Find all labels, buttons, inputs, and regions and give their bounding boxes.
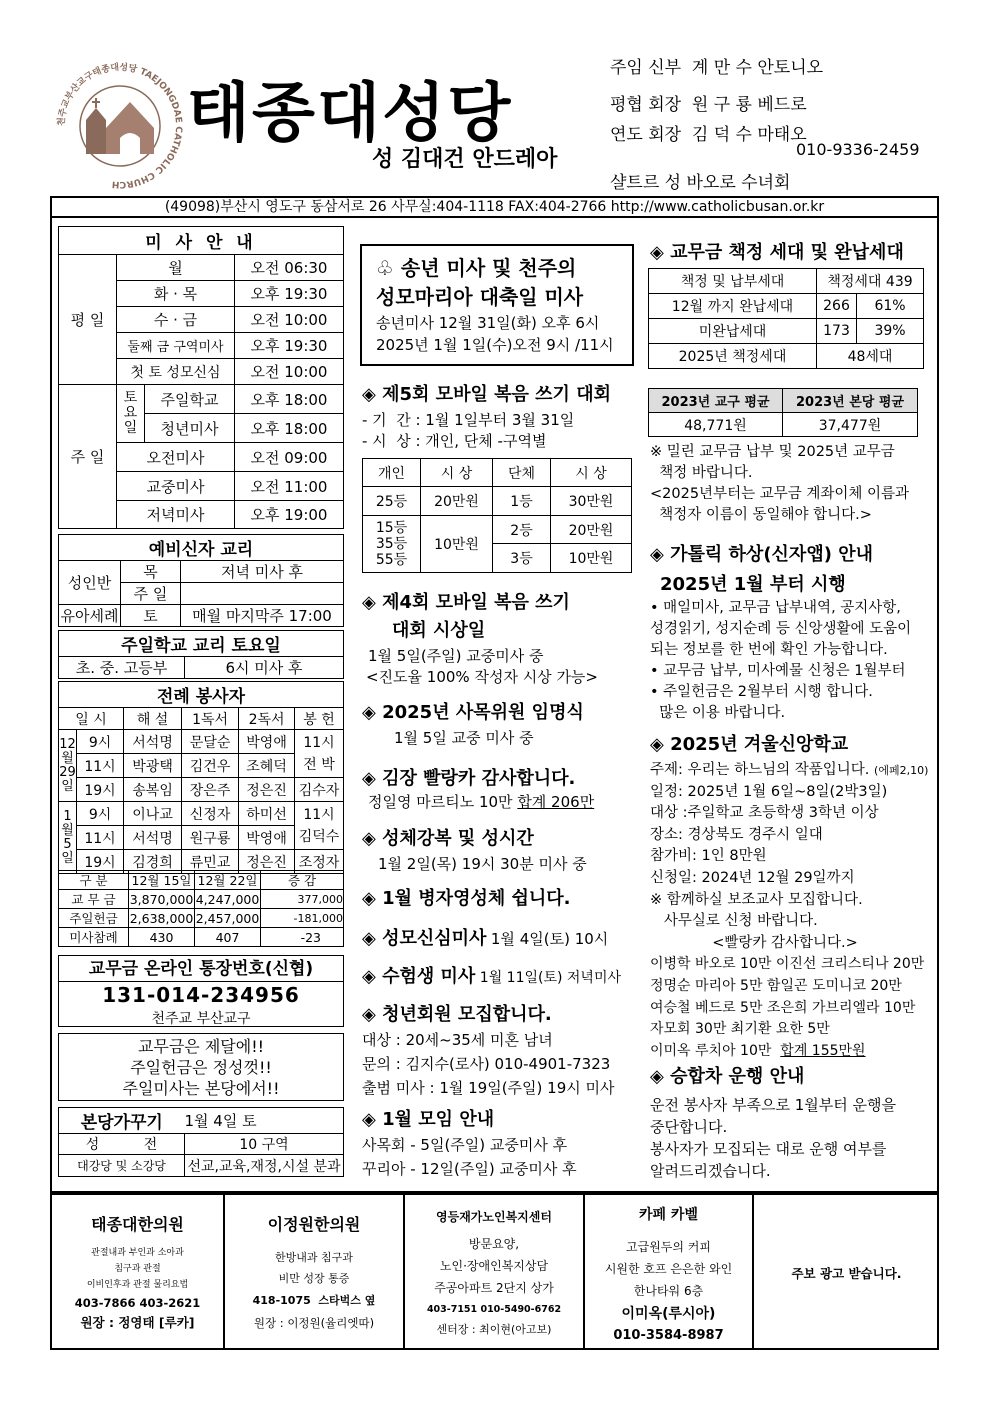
ad-line: 비만 성장 통증 — [278, 1272, 350, 1285]
time-cell: 9시 — [77, 802, 124, 826]
name-cell: 이나교 — [124, 802, 182, 826]
col-header: 시 상 — [421, 459, 493, 487]
count-cell: 173 — [817, 319, 857, 344]
adoration-section — [362, 824, 587, 875]
decor-title: 본당가꾸기 — [59, 1108, 185, 1134]
sisters: 샬트르 성 바오로 수녀회 — [610, 173, 791, 193]
winter-title: ◈ 2025년 겨울신앙학교 — [650, 734, 849, 755]
mass-time: 오후 18:00 — [235, 385, 344, 414]
winter-line: 대상 :주일학교 초등학생 3학년 이상 — [650, 805, 879, 822]
meeting-line: 사목회 - 5일(주일) 교중미사 후 — [362, 1136, 568, 1154]
mass-time: 오후 18:00 — [235, 414, 344, 443]
marian-title: ◈ 성모신심미사 — [362, 928, 487, 949]
rank-cell: 2등 — [493, 516, 551, 544]
account-owner: 천주교 부산교구 — [151, 1011, 251, 1027]
app-title: 2025년 1월 부터 시행 — [660, 574, 846, 595]
name-cell: 박영애 — [239, 826, 295, 850]
church-logo — [52, 58, 188, 194]
name-cell: 박광택 — [124, 754, 182, 778]
youth-line: 문의 : 김지수(로사) 010-4901-7323 — [362, 1055, 611, 1073]
winter-line: 자모회 30만 최기환 요한 5만 — [650, 1021, 830, 1038]
catechumen-box — [58, 534, 344, 627]
patron-saint: 성 김대건 안드레아 — [372, 147, 558, 172]
ad-placeholder — [754, 1264, 939, 1412]
name-cell: 문달순 — [182, 730, 239, 754]
app-line: 많은 이용 바랍니다. — [650, 705, 786, 721]
mass-day: 수 · 금 — [117, 307, 235, 333]
amount-cell: 3,870,000 — [129, 891, 194, 907]
account-box — [58, 955, 344, 1027]
staff-priest: 주임 신부 계 만 수 안토니오 — [610, 58, 824, 78]
time-cell: 11시 — [77, 826, 124, 850]
mass-time: 오전 09:00 — [235, 443, 344, 472]
kimchi-donor: 정일영 마르티노 10만 — [368, 793, 518, 811]
offering-cell: 11시 김덕수 — [295, 802, 344, 850]
time-cell: 19시 — [77, 850, 124, 874]
infant-baptism: 유아세례 — [59, 605, 121, 627]
col-header: 구 분 — [59, 871, 129, 890]
winter-line: 신청일: 2024년 12월 29일까지 — [650, 869, 855, 886]
newyear-title: 성모마리아 대축일 미사 — [376, 285, 584, 309]
exam-line: 1월 11일(토) 저녁미사 — [479, 970, 621, 986]
mass-time: 오전 10:00 — [235, 359, 344, 385]
adoration-title: ◈ 성체강복 및 성시간 — [362, 828, 534, 849]
mass-time: 오전 10:00 — [235, 307, 344, 333]
count-cell: 266 — [817, 294, 857, 319]
dues-title: ◈ 교무금 책정 세대 및 완납세대 — [650, 242, 904, 263]
slogan-box — [58, 1033, 344, 1101]
winter-line: 사무실로 신청 바랍니다. — [650, 913, 818, 930]
van-section — [650, 1062, 896, 1182]
name-cell: 정은진 — [239, 850, 295, 874]
time-cell: 11시 — [77, 754, 124, 778]
ad-elderly-center — [405, 1208, 583, 1356]
winter-line: 일정: 2025년 1월 6일~8일(2박3일) — [650, 783, 888, 800]
ad-name: 주보 광고 받습니다. — [791, 1266, 902, 1281]
youth-line: 출범 미사 : 1월 19일(주일) 19시 미사 — [362, 1079, 615, 1097]
newyear-title: ♧ 송년 미사 및 천주의 — [376, 256, 577, 280]
ad-cafe — [585, 1204, 752, 1352]
school-time: 6시 미사 후 — [185, 657, 344, 679]
meeting-line: 꾸리아 - 12일(주일) 교중미사 후 — [362, 1160, 577, 1178]
dues-note: 책정 바랍니다. — [650, 465, 753, 481]
ad-line: 관절내과 부인과 소아과 — [91, 1248, 184, 1258]
ad-phone: 403-7151 010-5490-6762 — [426, 1304, 562, 1315]
contest-award: - 시 상 : 개인, 단체 -구역별 — [362, 432, 547, 450]
mass-day: 저녁미사 — [117, 501, 235, 529]
col-header: 일 시 — [59, 708, 124, 730]
ad-name: 영등재가노인복지센터 — [436, 1210, 552, 1224]
van-title: ◈ 승합차 운행 안내 — [650, 1066, 805, 1087]
church-title: 태종대성당 — [186, 77, 513, 151]
kimchi-section — [362, 764, 594, 813]
winter-line: 참가비: 1인 8만원 — [650, 848, 767, 865]
col-header: 증 감 — [261, 871, 344, 890]
winter-line: ※ 함께하실 보조교사 모집합니다. — [650, 891, 863, 908]
youth-line: 대상 : 20세~35세 미혼 남녀 — [362, 1031, 553, 1049]
decor-place: 성 전 — [59, 1134, 185, 1155]
contest-title: ◈ 제5회 모바일 복음 쓰기 대회 — [362, 384, 611, 405]
van-line: 알려드리겠습니다. — [650, 1162, 771, 1180]
app-title: ◈ 가톨릭 하상(신자앱) 안내 — [650, 544, 873, 565]
col-header: 12월 22일 — [195, 871, 261, 890]
logo-ring-text: 천주교부산교구태종대성당 TAEJONGDAE CATHOLIC CHURCH — [56, 62, 184, 190]
winter-section — [650, 730, 928, 1062]
liturgy-date: 1월5일 — [59, 802, 77, 874]
name-cell: 원구룡 — [182, 826, 239, 850]
mass-guide — [58, 226, 344, 529]
award4-line: 1월 5일(주일) 교중미사 중 — [368, 647, 544, 665]
mass-time: 오후 19:00 — [235, 501, 344, 529]
name-cell: 조혜덕 — [239, 754, 295, 778]
sick-communion: ◈ 1월 병자영성체 쉽니다. — [362, 888, 571, 909]
award4-section — [362, 588, 598, 688]
decor-group: 선교,교육,재정,시설 분과 — [185, 1155, 344, 1177]
name-cell: 장은주 — [182, 778, 239, 802]
col-header: 개인 — [363, 459, 421, 487]
ad-line: 한방내과 침구과 — [275, 1251, 353, 1264]
winter-theme: 주제: 우리는 하느님의 작품입니다. — [650, 762, 870, 778]
weekday-label: 평 일 — [59, 255, 117, 385]
slogan-line: 주일미사는 본당에서!! — [122, 1079, 280, 1098]
decor-date: 1월 4일 토 — [185, 1108, 344, 1134]
average-table — [648, 388, 918, 437]
slogan-line: 주일헌금은 정성껏!! — [130, 1058, 272, 1077]
rank-cell: 15등 35등 55등 — [363, 516, 421, 573]
kimchi-title: ◈ 김장 빨랑카 감사합니다. — [362, 768, 576, 789]
meeting-title: ◈ 1월 모임 안내 — [362, 1109, 495, 1130]
staff-phone: 010-9336-2459 — [796, 140, 920, 159]
col-header: 12월 15일 — [129, 871, 195, 890]
prize-cell: 20만원 — [421, 487, 493, 516]
mass-time: 오전 06:30 — [235, 255, 344, 281]
app-line: 성경읽기, 성지순례 등 신앙생활에 도움이 — [650, 621, 912, 637]
contest-section — [362, 380, 611, 452]
change-cell: -23 — [261, 928, 344, 947]
mass-time: 오후 19:30 — [235, 281, 344, 307]
meeting-section — [362, 1105, 577, 1181]
name-cell: 송복임 — [124, 778, 182, 802]
address-bar: (49098)부산시 영도구 동삼서로 26 사무실:404-1118 FAX:404-2766 http://www.catholicbusan.or.kr — [50, 196, 939, 218]
mass-day: 주일학교 — [145, 385, 235, 414]
ad-line: 노인·장애인복지상담 — [439, 1259, 549, 1273]
offering-cell: 김수자 — [295, 778, 344, 802]
ad-line: 고급원두의 커피 — [626, 1240, 711, 1254]
ad-line: 주공아파트 2단지 상가 — [434, 1281, 554, 1295]
col-header: 시 상 — [551, 459, 632, 487]
amount-cell: 407 — [195, 928, 261, 947]
avg-value: 37,477원 — [783, 413, 918, 437]
account-title: 교무금 온라인 통장번호(신협) — [59, 956, 343, 982]
decor-box — [58, 1107, 344, 1177]
sunday-school-title: 주일학교 교리 토요일 — [59, 631, 344, 657]
amount-cell: 4,247,000 — [195, 891, 260, 907]
kimchi-total: 합계 206만 — [517, 793, 595, 811]
col-header: 1독서 — [182, 708, 239, 730]
ad-line: 시원한 호프 은은한 와인 — [604, 1262, 733, 1276]
ad-name: 카페 카벨 — [639, 1207, 698, 1223]
col-header: 책정 및 납부세대 — [649, 269, 817, 294]
name-cell: 정은진 — [239, 778, 295, 802]
ad-phone: 010-3584-8987 — [613, 1328, 724, 1343]
row-label: 12월 까지 완납세대 — [649, 294, 817, 319]
appoint-title: ◈ 2025년 사목위원 임명식 — [362, 702, 584, 723]
mass-day: 첫 토 성모신심 — [117, 359, 235, 385]
prize-cell: 30만원 — [551, 487, 632, 516]
winter-donor: 이미옥 루치아 10만 — [650, 1042, 781, 1059]
contest-period: - 기 간 : 1월 1일부터 3월 31일 — [362, 411, 575, 429]
marian-section — [362, 924, 608, 950]
ad-line: 한나타워 6층 — [633, 1284, 704, 1298]
ad-name: 이정원한의원 — [267, 1215, 361, 1234]
winter-line: <빨랑카 감사합니다.> — [712, 934, 858, 951]
mass-time: 오전 11:00 — [235, 472, 344, 501]
row-label: 교 무 금 — [59, 890, 129, 909]
mass-day: 둘째 금 구역미사 — [117, 333, 235, 359]
dues-note: 책정자 이름이 동일해야 합니다.> — [650, 507, 872, 523]
newyear-mass-box — [360, 244, 634, 366]
ad-phone: 403-7866 403-2621 — [74, 1296, 201, 1310]
winter-line: 정명순 마리아 5만 함일곤 도미니코 20만 — [650, 977, 902, 994]
avg-value: 48,771원 — [649, 413, 783, 437]
youth-section — [362, 1000, 614, 1100]
pct-cell: 61% — [857, 294, 924, 319]
time-cell: 9시 — [77, 730, 124, 754]
ad-name: 태종대한의원 — [91, 1215, 184, 1234]
ad-taejongdae-clinic — [52, 1212, 223, 1360]
app-line: • 매일미사, 교무금 납부내역, 공지사항, — [650, 600, 901, 616]
amount-cell: 430 — [129, 928, 195, 947]
ad-line: 이비인후과 관절 물리요법 — [86, 1280, 189, 1290]
staff-yeondo: 연도 회장 김 덕 수 마태오 — [610, 125, 807, 145]
account-number: 131-014-234956 — [102, 983, 300, 1007]
van-line: 봉사자가 모집되는 대로 운행 여부를 — [650, 1140, 887, 1158]
award4-title: 대회 시상일 — [392, 620, 486, 641]
decor-place: 대강당 및 소강당 — [59, 1155, 185, 1177]
name-cell: 서석명 — [124, 826, 182, 850]
app-line: • 교무금 납부, 미사예물 신청은 1월부터 — [650, 663, 906, 679]
prize-cell: 20만원 — [551, 516, 632, 544]
school-grades: 초. 중. 고등부 — [59, 657, 185, 679]
contest-table — [362, 458, 632, 573]
mass-day: 화 · 목 — [117, 281, 235, 307]
pct-cell: 39% — [857, 319, 924, 344]
row-label: 주일헌금 — [59, 909, 129, 928]
offering-cell: 조정자 — [295, 850, 344, 874]
liturgy-date: 12월29일 — [59, 730, 77, 802]
row-label: 2025년 책정세대 — [649, 344, 817, 369]
offering-cell: 11시 전 박 — [295, 730, 344, 778]
col-header: 2023년 본당 평균 — [783, 389, 918, 413]
name-cell: 신정자 — [182, 802, 239, 826]
winter-line: 이병학 바오로 10만 이진선 크리스티나 20만 — [650, 956, 925, 973]
prize-cell: 10만원 — [421, 516, 493, 573]
van-line: 중단합니다. — [650, 1118, 728, 1136]
dues-notes — [650, 442, 909, 526]
name-cell: 하미선 — [239, 802, 295, 826]
sunday-label: 주 일 — [59, 385, 117, 529]
change-cell: 377,000 — [261, 890, 344, 909]
award4-line: <진도율 100% 작성자 시상 가능> — [366, 668, 598, 686]
winter-line: 여승철 베드로 5만 조은희 가브리엘라 10만 — [650, 999, 916, 1016]
app-line: 되는 정보를 한 번에 확인 가능합니다. — [650, 642, 888, 658]
count-cell: 48세대 — [817, 344, 924, 369]
award4-title: ◈ 제4회 모바일 복음 쓰기 — [362, 592, 570, 613]
col-header: 단체 — [493, 459, 551, 487]
row-label: 미완납세대 — [649, 319, 817, 344]
mass-day: 월 — [117, 255, 235, 281]
van-line: 운전 봉사자 부족으로 1월부터 운행을 — [650, 1096, 896, 1114]
class-day: 목 — [121, 561, 181, 583]
exam-title: ◈ 수험생 미사 — [362, 966, 476, 987]
finance-table — [58, 870, 344, 947]
ad-owner: 이미옥(루시아) — [621, 1306, 716, 1322]
app-line: • 주일헌금은 2월부터 시행 합니다. — [650, 684, 873, 700]
ad-director: 원장 : 이정원(율리엣따) — [253, 1316, 375, 1330]
newyear-line: 송년미사 12월 31일(화) 오후 6시 — [376, 314, 600, 332]
slogan-line: 교무금은 제달에!! — [137, 1037, 265, 1056]
ad-director: 원장 : 정영태 [루카] — [80, 1315, 195, 1330]
liturgy-title: 전례 봉사자 — [59, 682, 344, 708]
class-time: 매월 마지막주 17:00 — [181, 605, 344, 627]
mass-day: 오전미사 — [117, 443, 235, 472]
ad-line: 침구과 관절 — [114, 1264, 161, 1274]
adult-class: 성인반 — [59, 561, 121, 605]
prize-cell: 10만원 — [551, 544, 632, 573]
rank-cell: 25등 — [363, 487, 421, 516]
mass-day: 교중미사 — [117, 472, 235, 501]
dues-table — [648, 268, 924, 369]
class-day: 주 일 — [121, 583, 181, 605]
app-section — [650, 540, 911, 724]
col-header: 2023년 교구 평균 — [649, 389, 783, 413]
class-day: 토 — [121, 605, 181, 627]
adoration-line: 1월 2일(목) 19시 30분 미사 중 — [378, 855, 587, 873]
col-header: 2독서 — [239, 708, 295, 730]
name-cell: 서석명 — [124, 730, 182, 754]
mass-time: 오후 19:30 — [235, 333, 344, 359]
rank-cell: 3등 — [493, 544, 551, 573]
name-cell: 박영애 — [239, 730, 295, 754]
marian-line: 1월 4일(토) 10시 — [490, 930, 609, 948]
catechumen-title: 예비신자 교리 — [59, 535, 344, 561]
ad-address: 418-1075 스타벅스 옆 — [252, 1294, 376, 1307]
mass-title: 미 사 안 내 — [59, 227, 344, 255]
exam-section — [362, 962, 621, 988]
youth-title: ◈ 청년회원 모집합니다. — [362, 1004, 552, 1025]
winter-total: 합계 155만원 — [780, 1042, 866, 1059]
amount-cell: 2,457,000 — [195, 910, 260, 926]
winter-theme-ref: (에페2,10) — [874, 764, 929, 777]
row-label: 미사참례 — [59, 928, 129, 947]
newyear-line: 2025년 1월 1일(수)오전 9시 /11시 — [376, 336, 614, 354]
mass-day: 청년미사 — [145, 414, 235, 443]
ad-director: 센터장 : 최이현(아고보) — [436, 1323, 552, 1336]
ad-line: 방문요양, — [468, 1237, 520, 1251]
winter-line: 장소: 경상북도 경주시 일대 — [650, 826, 823, 843]
decor-group: 10 구역 — [185, 1134, 344, 1155]
name-cell: 김경희 — [124, 850, 182, 874]
appoint-line: 1월 5일 교중 미사 중 — [394, 729, 534, 747]
saturday-label: 토요일 — [117, 385, 145, 443]
ad-ijeongwon-clinic — [225, 1212, 403, 1360]
liturgy-box — [58, 681, 344, 874]
col-header: 책정세대 439 — [817, 269, 924, 294]
name-cell: 김건우 — [182, 754, 239, 778]
dues-note: ※ 밀린 교무금 납부 및 2025년 교무금 — [650, 444, 895, 460]
col-header: 봉 헌 — [295, 708, 344, 730]
rank-cell: 1등 — [493, 487, 551, 516]
change-cell: -181,000 — [261, 909, 344, 928]
class-time: 저녁 미사 후 — [181, 561, 344, 583]
sunday-school-box — [58, 630, 344, 679]
col-header: 해 설 — [124, 708, 182, 730]
staff-president: 평협 회장 원 구 룡 베드로 — [610, 95, 807, 115]
time-cell: 19시 — [77, 778, 124, 802]
dues-note: <2025년부터는 교무금 계좌이체 이름과 — [650, 486, 909, 502]
appoint-section — [362, 698, 584, 749]
amount-cell: 2,638,000 — [129, 910, 194, 926]
name-cell: 류민교 — [182, 850, 239, 874]
